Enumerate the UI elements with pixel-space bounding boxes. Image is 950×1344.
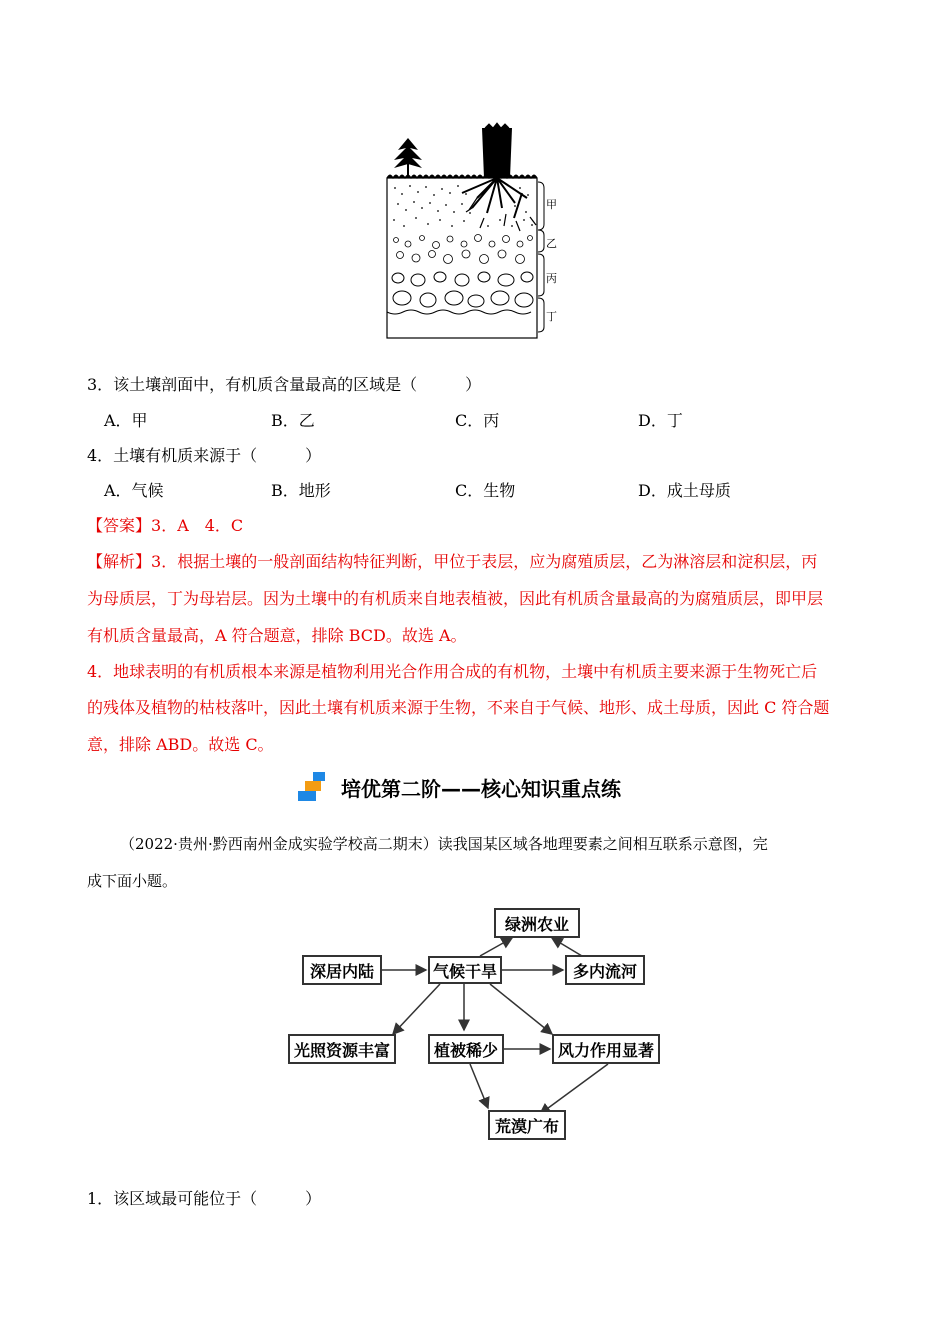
node-inland-rivers: 多内流河 <box>565 955 645 985</box>
flow-diagram <box>280 900 680 1150</box>
node-abundant-sunlight: 光照资源丰富 <box>288 1034 396 1064</box>
answer-label: 【答案】 <box>87 516 152 535</box>
node-arid-climate: 气候干旱 <box>428 956 502 984</box>
soil-profile-drawing <box>370 120 570 345</box>
q4-option-d[interactable]: D．成土母质 <box>638 481 731 500</box>
q3-option-a[interactable]: A．甲 <box>104 411 148 430</box>
node-oasis-agriculture: 绿洲农业 <box>494 908 580 938</box>
soil-profile-figure <box>370 120 570 345</box>
q3-option-c[interactable]: C．丙 <box>455 411 500 430</box>
layer-label-jia: 甲 <box>546 198 557 211</box>
q3-option-d[interactable]: D．丁 <box>638 411 683 430</box>
layer-label-ding: 丁 <box>546 310 557 323</box>
node-deep-inland: 深居内陆 <box>302 955 382 985</box>
intro-line-2: 成下面小题。 <box>87 872 178 890</box>
node-strong-wind: 风力作用显著 <box>552 1034 660 1064</box>
layer-label-yi: 乙 <box>546 237 557 250</box>
analysis-line-2: 为母质层，丁为母岩层。因为土壤中的有机质来自地表植被，因此有机质含量最高的为腐殖质层，即甲层 <box>87 589 824 608</box>
analysis-label: 【解析】 <box>87 552 152 571</box>
q3-option-b[interactable]: B．乙 <box>271 411 315 430</box>
section-title: 培优第二阶——核心知识重点练 <box>341 776 621 801</box>
intro-line-1: （2022·贵州·黔西南州金成实验学校高二期末）读我国某区域各地理要素之间相互联系示意图，完 <box>120 835 768 853</box>
q4-option-a[interactable]: A．气候 <box>104 481 164 500</box>
question-3-stem: 3．该土壤剖面中，有机质含量最高的区域是（ ） <box>87 375 482 394</box>
analysis-line-3: 有机质含量最高，A 符合题意，排除 BCD。故选 A。 <box>87 626 467 645</box>
node-widespread-desert: 荒漠广布 <box>488 1110 566 1140</box>
analysis-line-4: 4．地球表明的有机质根本来源是植物利用光合作用合成的有机物，土壤中有机质主要来源于生物死亡后 <box>87 662 818 681</box>
analysis-text-1: 3．根据土壤的一般剖面结构特征判断，甲位于表层，应为腐殖质层，乙为淋溶层和淀积层，丙 <box>151 552 818 571</box>
section-heading <box>297 770 621 804</box>
layer-brackets <box>538 182 544 332</box>
flow-arrows <box>280 900 680 1150</box>
section-badge-icon <box>297 771 333 803</box>
layer-label-bing: 丙 <box>546 272 557 285</box>
sapling-icon <box>394 138 422 178</box>
node-sparse-vegetation: 植被稀少 <box>428 1034 504 1064</box>
question-4-stem: 4．土壤有机质来源于（ ） <box>87 446 322 465</box>
answer-text: 3．A 4．C <box>151 516 244 535</box>
analysis-line-6: 意，排除 ABD。故选 C。 <box>87 735 274 754</box>
question-1-stem: 1．该区域最可能位于（ ） <box>87 1189 322 1208</box>
q4-option-c[interactable]: C．生物 <box>455 481 516 500</box>
analysis-line-1 <box>87 551 817 573</box>
q4-option-b[interactable]: B．地形 <box>271 481 331 500</box>
answer-line <box>87 515 243 537</box>
analysis-line-5: 的残体及植物的枯枝落叶，因此土壤有机质来源于生物，不来自于气候、地形、成土母质，因此 C 符合题 <box>87 698 830 717</box>
